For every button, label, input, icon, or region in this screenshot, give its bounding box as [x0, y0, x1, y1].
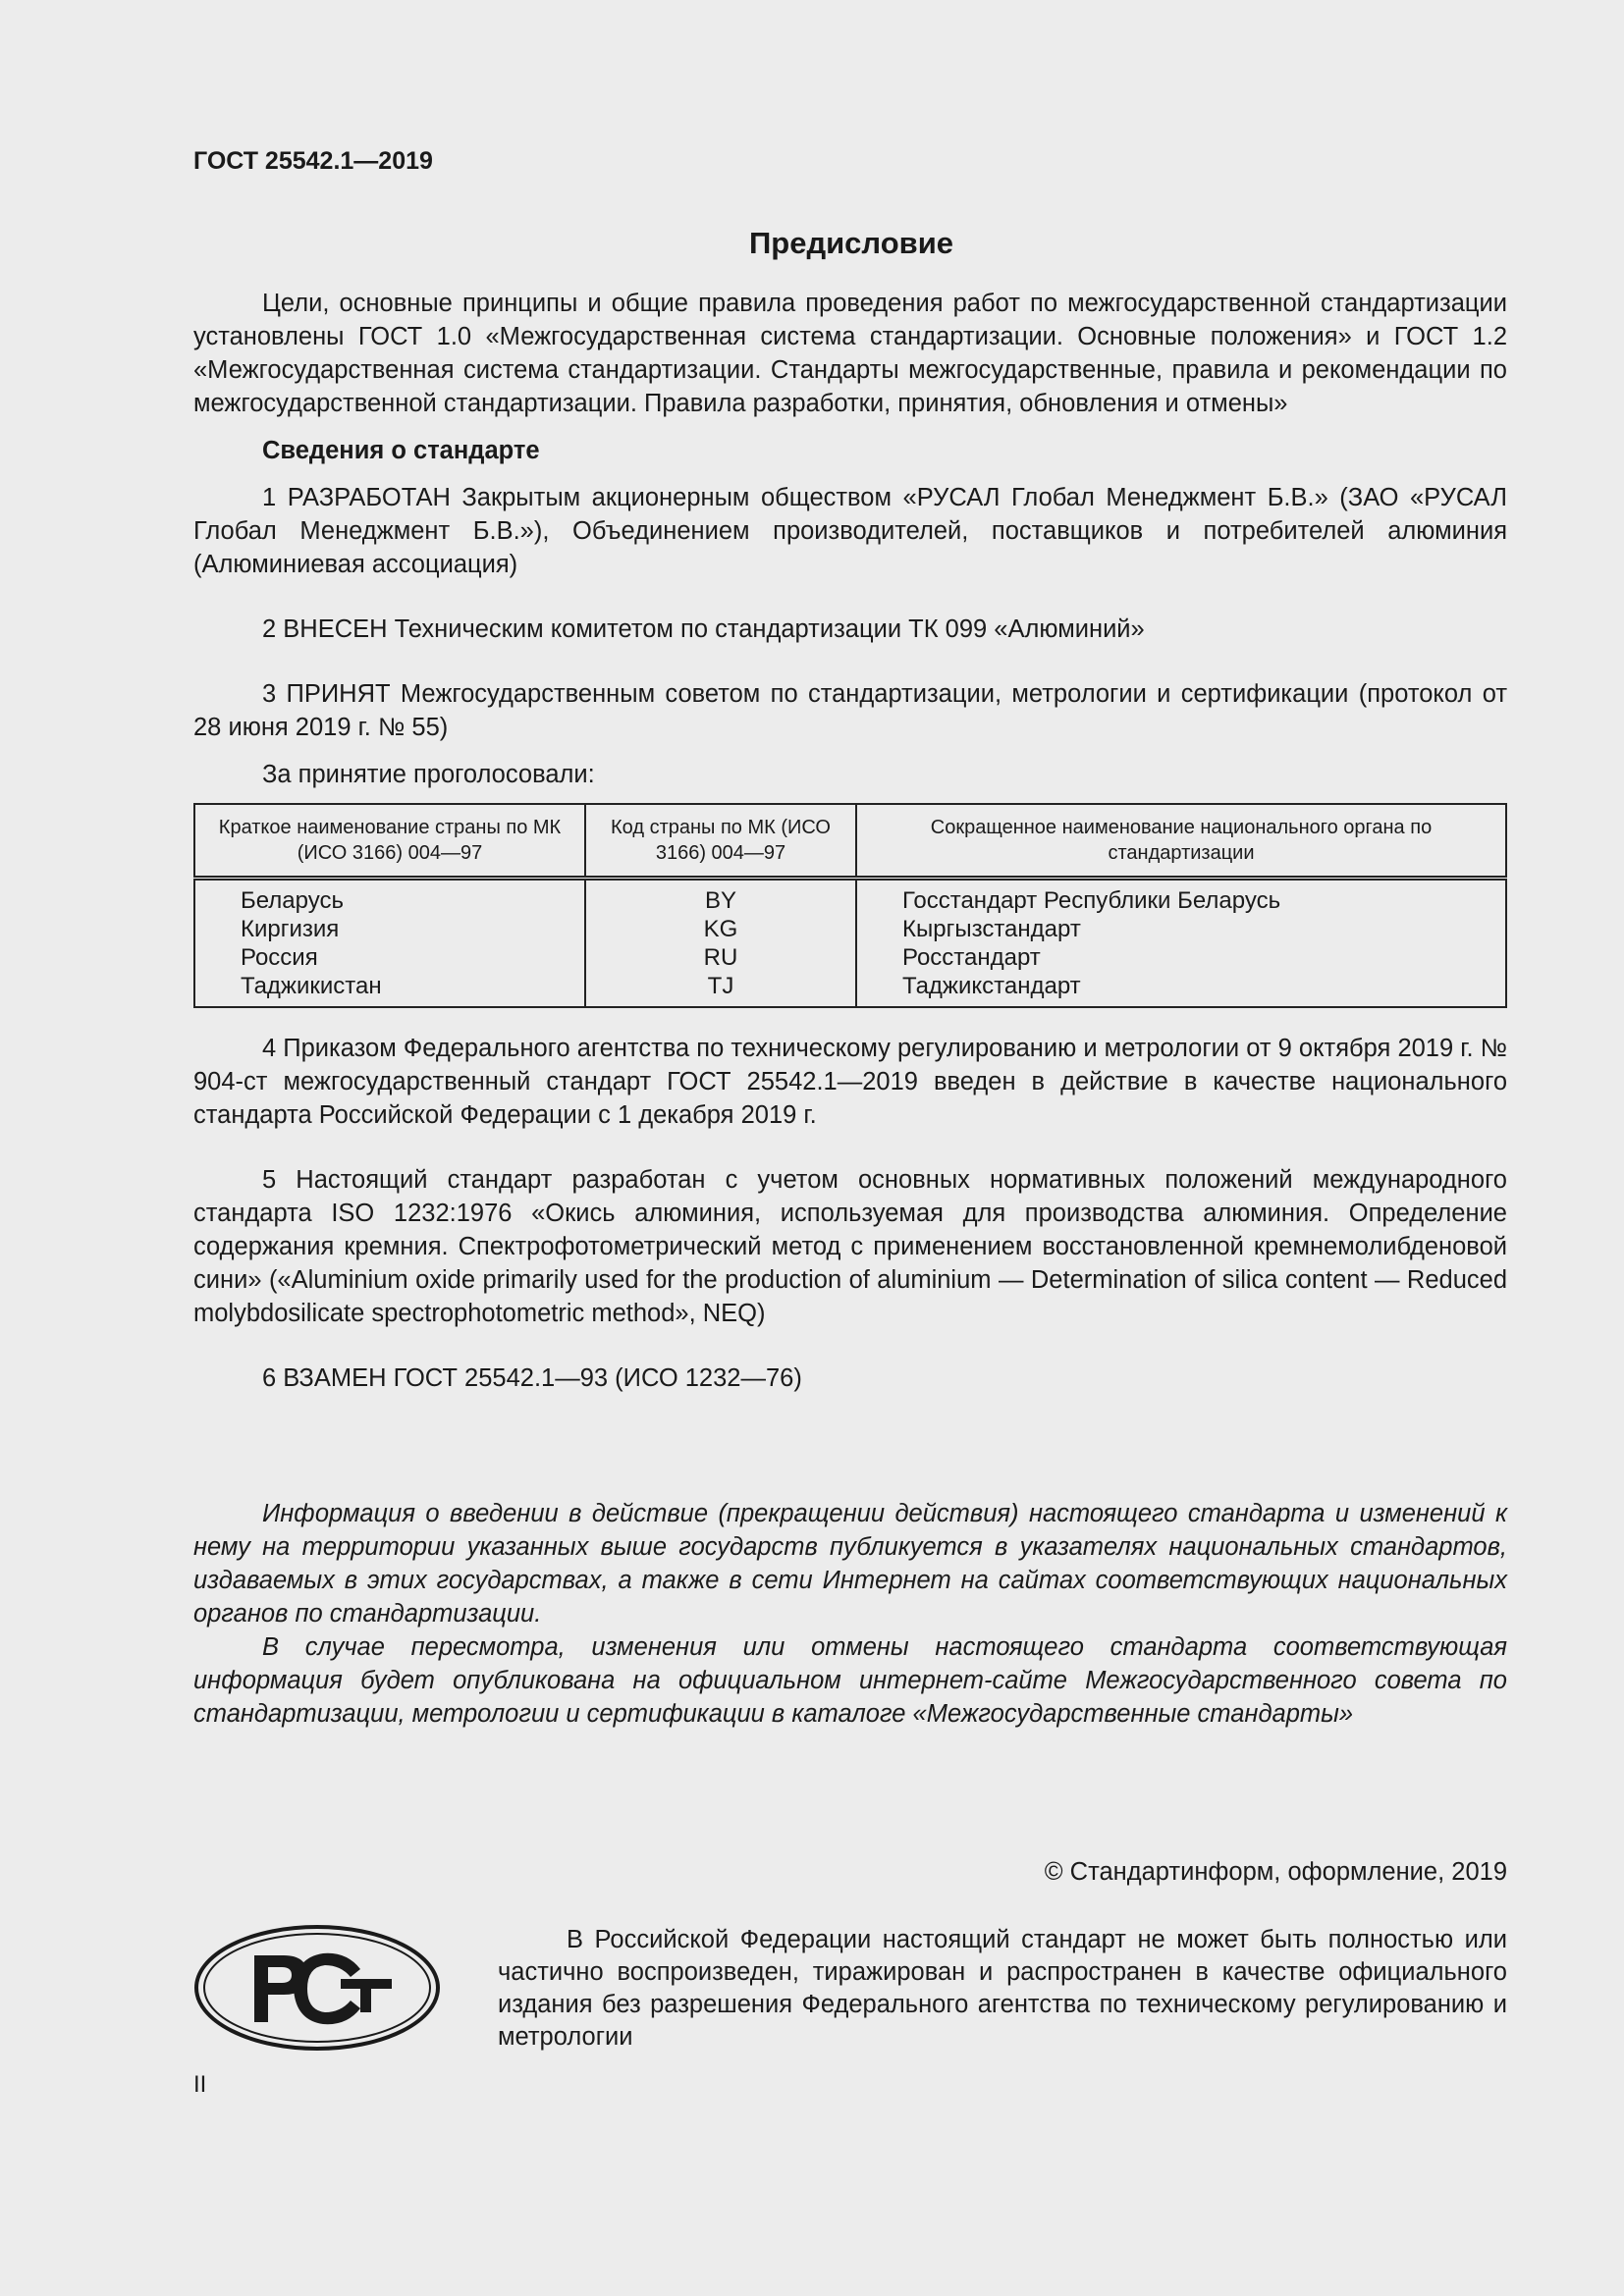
info-heading: Сведения о стандарте: [262, 437, 540, 464]
voting-table: [193, 803, 1507, 1008]
info-italic-2: В случае пересмотра, изменения или отмены настоящего стандарта соответствующая информация будет опубликована на официальном интернет-сайте Межгосударственного совета по стандартизации, метрологии и сертификации в каталоге «Межгосударственные стандарты»: [193, 1633, 1507, 1728]
content: [193, 287, 1507, 1731]
page-number: II: [193, 2071, 207, 2098]
country-code: BY: [704, 887, 736, 914]
table-header-row: [194, 804, 1506, 879]
country-name: Таджикистан: [241, 973, 382, 999]
item-2: 2 ВНЕСЕН Техническим комитетом по стандартизации ТК 099 «Алюминий»: [262, 615, 1145, 643]
item-4: 4 Приказом Федерального агентства по техническому регулированию и метрологии от 9 октября 2019 г. № 904-ст межгосударственный стандарт ГОСТ 25542.1—2019 введен в действие в качестве национального стандарта Российской Федерации с 1 декабря 2019 г.: [193, 1035, 1507, 1129]
body-cell: [856, 879, 1506, 1008]
intro-paragraph: Цели, основные принципы и общие правила проведения работ по межгосударственной стандартизации установлены ГОСТ 1.0 «Межгосударственная система стандартизации. Основные положения» и ГОСТ 1.2 «Межгосударственная система стандартизации. Стандарты межгосударственные, правила и рекомендации по межгосударственной стандартизации. Правила разработки, принятия, обновления и отмены»: [193, 290, 1507, 417]
table-row: [194, 879, 1506, 1008]
item-5: 5 Настоящий стандарт разработан с учетом основных нормативных положений международного стандарта ISO 1232:1976 «Окись алюминия, используемая для производства алюминия. Определение содержания кремния. Спектрофотометрический метод с применением восстановленной кремнемолибденовой сини» («Aluminium oxide primarily used for the production of aluminium — Determination of silica content — Reduced molybdosilicate spectrophotometric method», NEQ): [193, 1166, 1507, 1327]
standards-body: Госстандарт Республики Беларусь: [902, 887, 1281, 914]
header-body: Сокращенное наименование национального органа по стандартизации: [856, 804, 1506, 879]
voted-label: За принятие проголосовали:: [262, 761, 595, 788]
country-name: Беларусь: [241, 887, 344, 914]
info-notice: [193, 1497, 1507, 1731]
notice-text: В Российской Федерации настоящий стандарт не может быть полностью или частично воспроизведен, тиражирован и распространен в качестве официального издания без разрешения Федерального агентства по техническому регулированию и метрологии: [498, 1926, 1507, 2051]
standards-body: Кыргызстандарт: [902, 916, 1081, 942]
standards-body: Таджикстандарт: [902, 973, 1081, 999]
code-cell: [585, 879, 856, 1008]
country-cell: [194, 879, 585, 1008]
country-code: KG: [703, 916, 738, 942]
country-name: Россия: [241, 944, 318, 971]
item-6: 6 ВЗАМЕН ГОСТ 25542.1—93 (ИСО 1232—76): [262, 1364, 802, 1392]
reproduction-notice: [498, 1924, 1507, 2054]
rst-logo-icon: [193, 1924, 441, 2052]
info-italic-1: Информация о введении в действие (прекращении действия) настоящего стандарта и изменений к нему на территории указанных выше государств публикуется в указателях национальных стандартов, издаваемых в этих государствах, а также в сети Интернет на сайтах соответствующих национальных органов по стандартизации.: [193, 1500, 1507, 1628]
standards-body: Росстандарт: [902, 944, 1041, 971]
copyright: © Стандартинформ, оформление, 2019: [1044, 1858, 1507, 1886]
item-3: 3 ПРИНЯТ Межгосударственным советом по стандартизации, метрологии и сертификации (протокол от 28 июня 2019 г. № 55): [193, 680, 1507, 741]
page-title: Предисловие: [748, 226, 953, 260]
item-1: 1 РАЗРАБОТАН Закрытым акционерным обществом «РУСАЛ Глобал Менеджмент Б.В.» (ЗАО «РУСАЛ Глобал Менеджмент Б.В.»), Объединением производителей, поставщиков и потребителей алюминия (Алюминиевая ассоциация): [193, 484, 1507, 578]
country-code: TJ: [707, 973, 734, 999]
country-code: RU: [703, 944, 738, 971]
header-code: Код страны по МК (ИСО 3166) 004—97: [585, 804, 856, 879]
document-header: ГОСТ 25542.1—2019: [193, 147, 433, 175]
header-country: Краткое наименование страны по МК (ИСО 3166) 004—97: [194, 804, 585, 879]
country-name: Киргизия: [241, 916, 340, 942]
